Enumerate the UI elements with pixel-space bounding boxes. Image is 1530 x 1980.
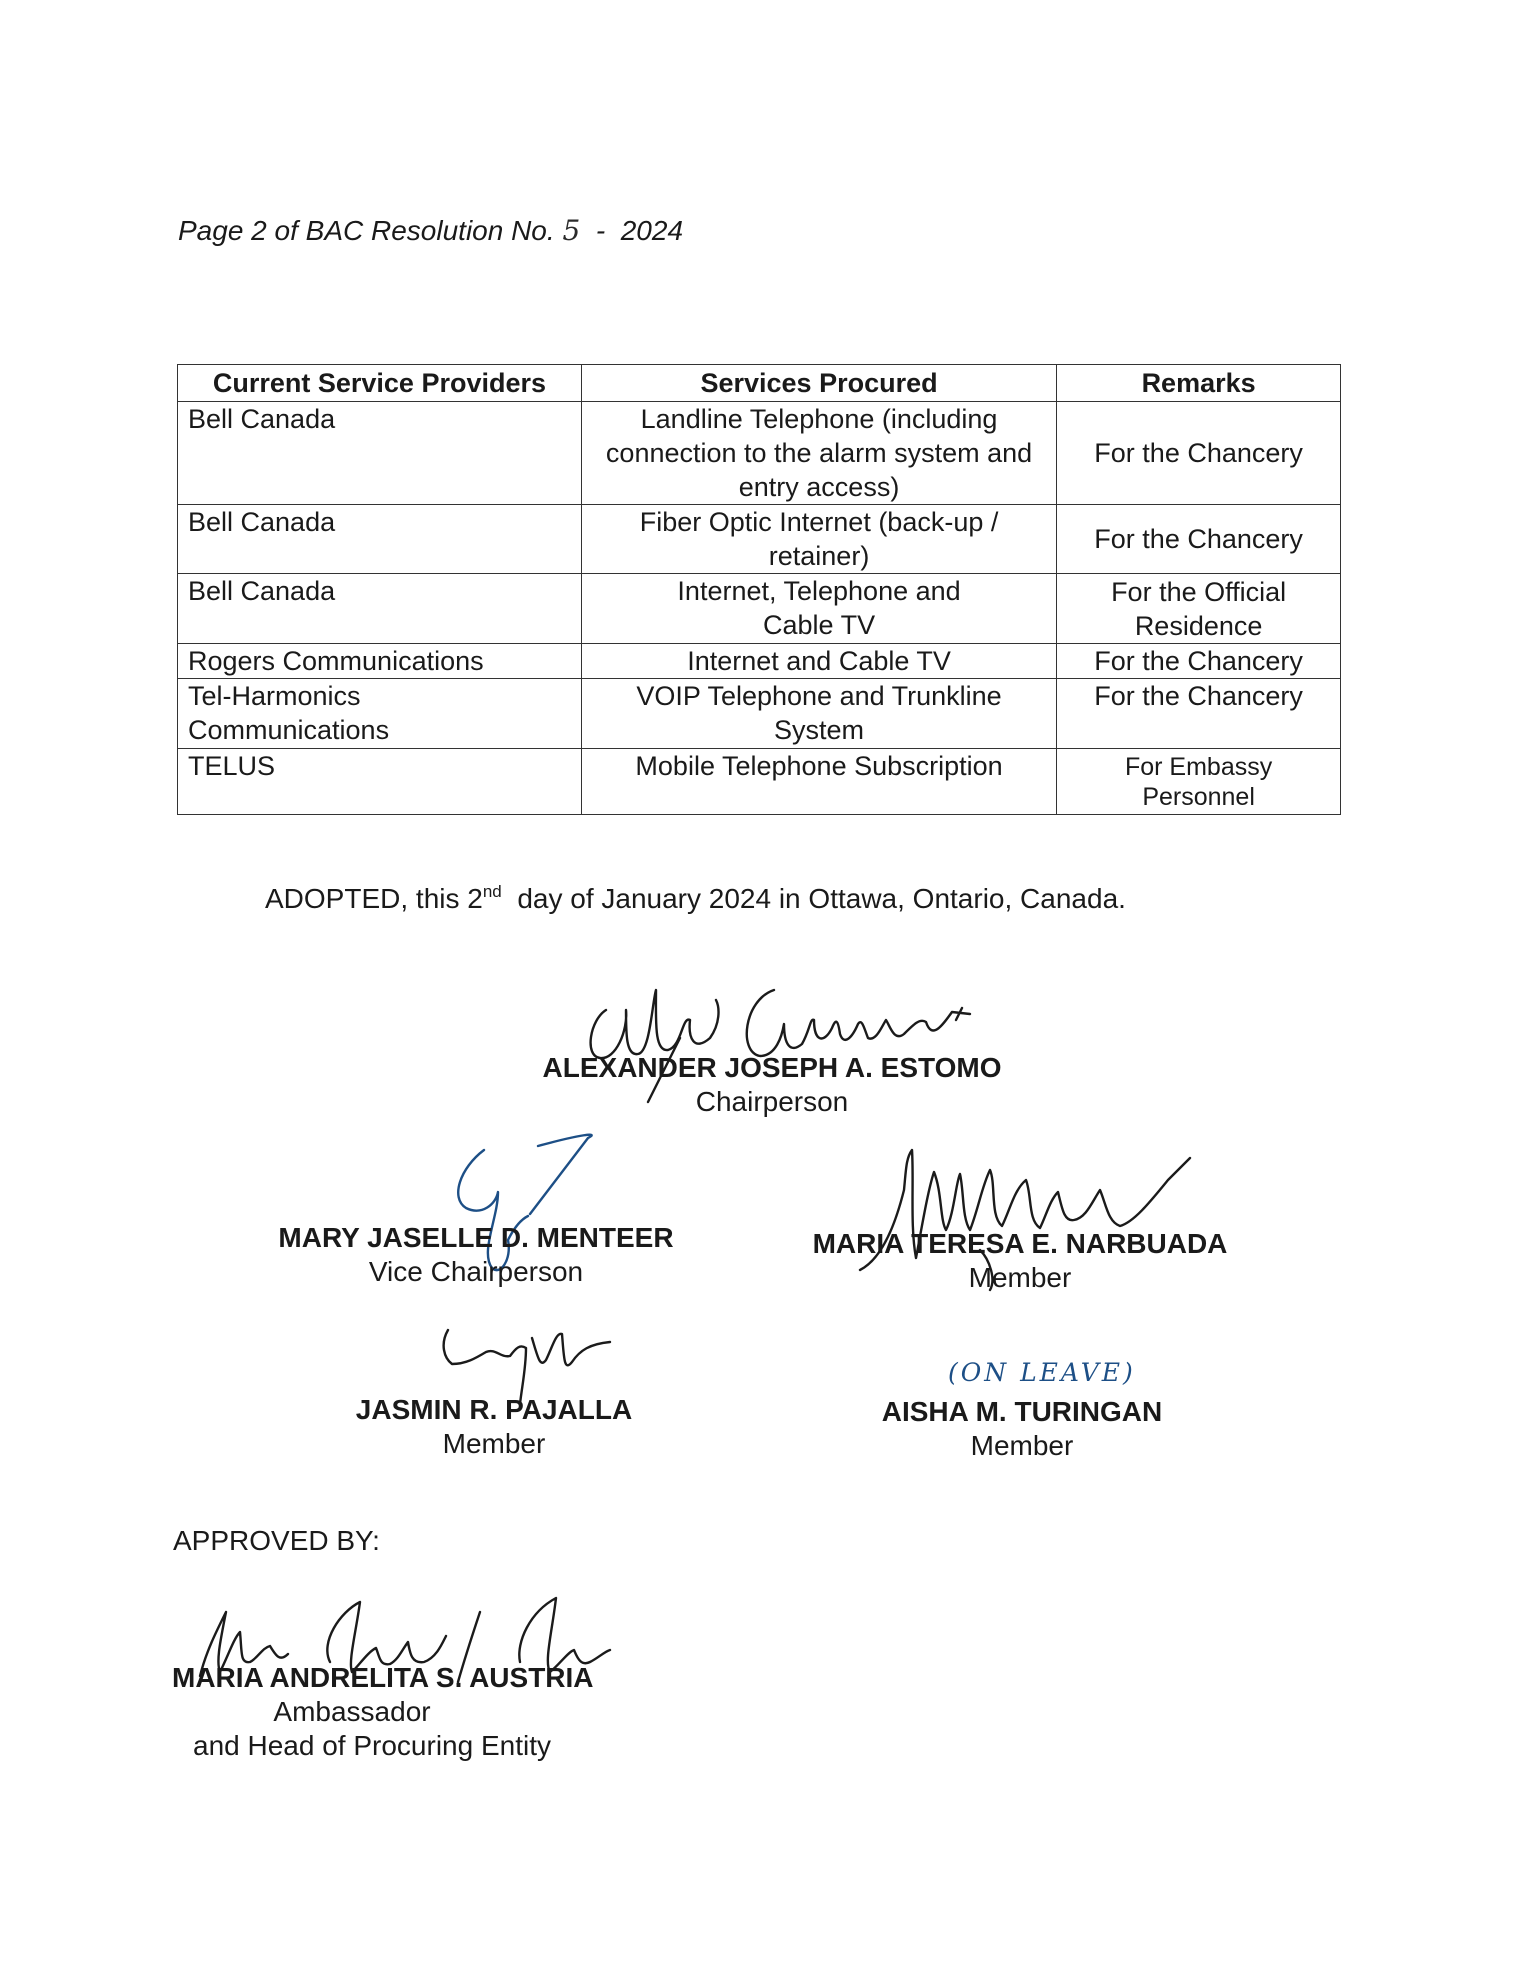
provider-cell: Tel-Harmonics Communications [178,679,582,749]
header-year: 2024 [620,215,684,246]
ambassador-title-line-2: and Head of Procuring Entity [193,1730,551,1761]
member-2-title: Member [442,1428,546,1459]
remarks-cell: For the Chancery [1057,402,1341,505]
page-header-text: Page 2 of BAC Resolution No. [178,215,555,246]
header-separator: - [595,215,606,246]
table-row [178,402,1341,505]
adopted-statement [265,882,1126,915]
adopted-ordinal: nd [482,882,502,901]
member-1-title: Member [968,1262,1072,1293]
chair-name: ALEXANDER JOSEPH A. ESTOMO [542,1052,1002,1083]
table-row [178,644,1341,679]
ambassador-title-line-1: Ambassador [273,1696,431,1727]
resolution-number: 5 [562,214,581,247]
member-2-name: JASMIN R. PAJALLA [355,1394,633,1425]
approved-by-label: APPROVED BY: [173,1525,380,1556]
service-cell: Mobile Telephone Subscription [581,749,1056,815]
provider-cell: Bell Canada [178,505,582,574]
member-3-title: Member [970,1430,1074,1461]
table-header-row [178,365,1341,402]
remarks-cell: For the Chancery [1057,679,1341,749]
service-cell: Fiber Optic Internet (back-up / retainer) [581,505,1056,574]
adopted-suffix: day of January 2024 in Ottawa, Ontario, Canada. [501,883,1126,914]
on-leave-note: (ON LEAVE) [948,1358,1136,1387]
provider-cell: Rogers Communications [178,644,582,679]
column-header-services: Services Procured [581,365,1056,402]
remarks-cell: For Embassy Personnel [1057,749,1341,815]
service-cell: VOIP Telephone and Trunkline System [581,679,1056,749]
remarks-cell: For the Chancery [1057,505,1341,574]
service-cell: Internet, Telephone and Cable TV [581,574,1056,644]
vice-chair-name: MARY JASELLE D. MENTEER [278,1222,674,1253]
column-header-remarks: Remarks [1057,365,1341,402]
ambassador-name: MARIA ANDRELITA S. AUSTRIA [172,1662,594,1693]
service-providers-table [177,364,1341,815]
member-3-name: AISHA M. TURINGAN [881,1396,1163,1427]
adopted-prefix: ADOPTED, this 2 [265,883,483,914]
table-row [178,749,1341,815]
remarks-cell: For the Official Residence [1057,574,1341,644]
provider-cell: Bell Canada [178,402,582,505]
service-cell: Internet and Cable TV [581,644,1056,679]
provider-cell: TELUS [178,749,582,815]
page-header [178,214,683,247]
table-row [178,505,1341,574]
table-row [178,574,1341,644]
table-row [178,679,1341,749]
vice-chair-title: Vice Chairperson [368,1256,584,1287]
provider-cell: Bell Canada [178,574,582,644]
remarks-cell: For the Chancery [1057,644,1341,679]
column-header-providers: Current Service Providers [178,365,582,402]
service-cell: Landline Telephone (including connection to the alarm system and entry access) [581,402,1056,505]
chair-title: Chairperson [695,1086,849,1117]
member-1-name: MARIA TERESA E. NARBUADA [812,1228,1228,1259]
